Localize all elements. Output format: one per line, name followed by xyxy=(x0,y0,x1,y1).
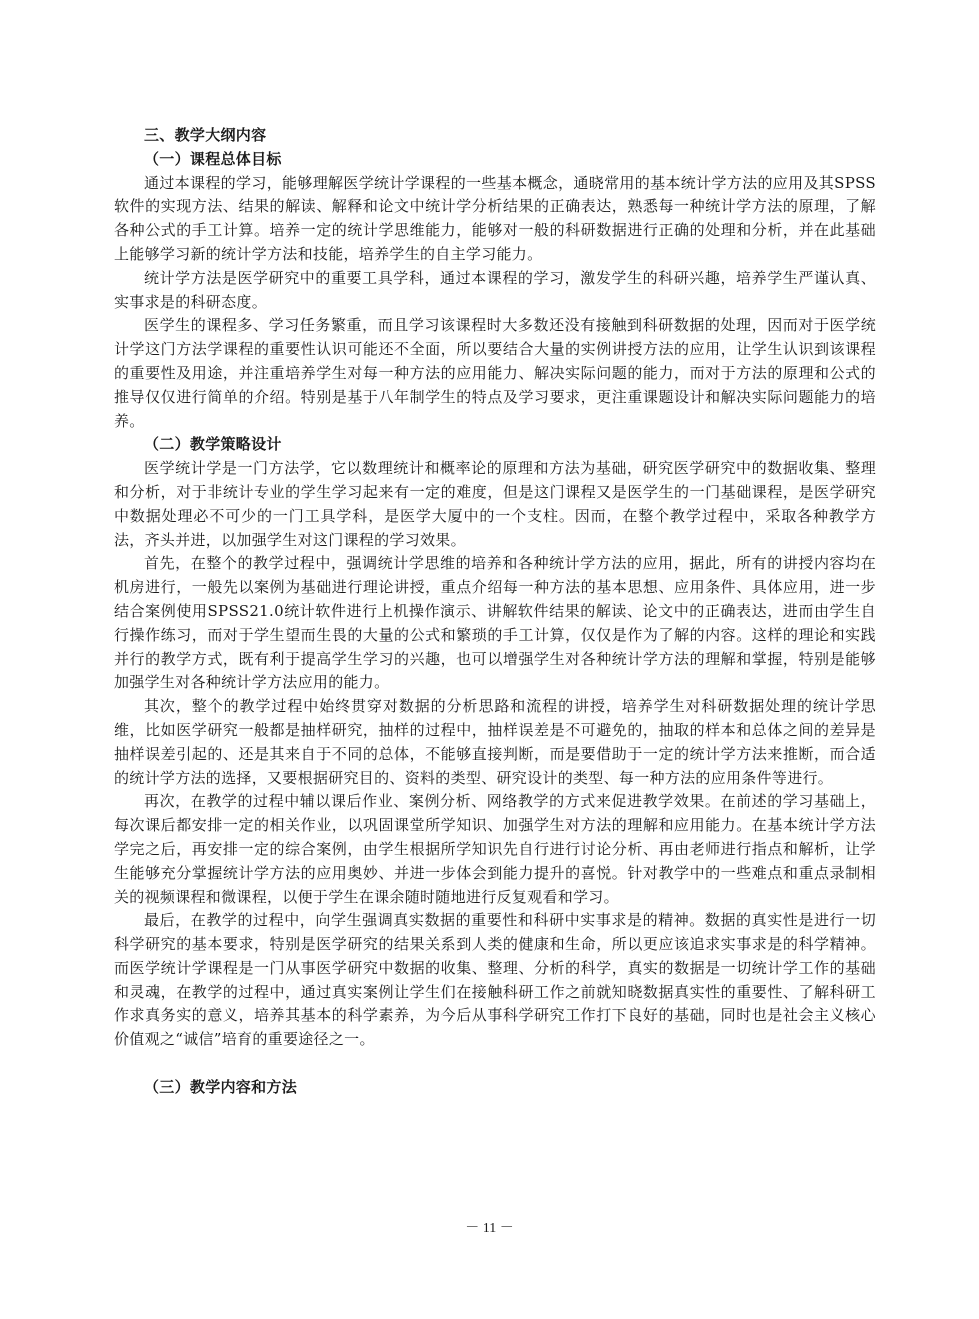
subsection-1-paragraph-1: 通过本课程的学习，能够理解医学统计学课程的一些基本概念，通晓常用的基本统计学方法的应用及其SPSS软件的实现方法、结果的解读、解释和论文中统计学分析结果的正确表达，熟悉每一种统计学方法的原理，了解各种公式的手工计算。培养一定的统计学思维能力，能够对一般的科研数据进行正确的处理和分析，并在此基础上能够学习新的统计学方法和技能，培养学生的自主学习能力。 xyxy=(114,173,876,263)
subsection-1-title: （一）课程总体目标 xyxy=(144,149,282,168)
section-title: 三、教学大纲内容 xyxy=(144,126,267,144)
subsection-2-paragraph-3: 其次，整个的教学过程中始终贯穿对数据的分析思路和流程的讲授，培养学生对科研数据处理的统计学思维，比如医学研究一般都是抽样研究，抽样的过程中，抽样误差是不可避免的，抽取的样本和总体之间的差异是抽样误差引起的、还是其来自于不同的总体，不能够直接判断，而是要借助于一定的统计学方法来推断，而合适的统计学方法的选择，又要根据研究目的、资料的类型、研究设计的类型、每一种方法的应用条件等进行。 xyxy=(114,697,876,787)
page-number: － 11 － xyxy=(465,1221,514,1236)
subsection-2-paragraph-2: 首先，在整个的教学过程中，强调统计学思维的培养和各种统计学方法的应用，据此，所有的讲授内容均在机房进行，一般先以案例为基础进行理论讲授，重点介绍每一种方法的基本思想、应用条件、具体应用，进一步结合案例使用SPSS21.0统计软件进行上机操作演示、讲解软件结果的解读、论文中的正确表达，进而由学生自行操作练习，而对于学生望而生畏的大量的公式和繁琐的手工计算，仅仅是作为了解的内容。这样的理论和实践并行的教学方式，既有利于提高学生学习的兴趣，也可以增强学生对各种统计学方法的理解和掌握，特别是能够加强学生对各种统计学方法应用的能力。 xyxy=(114,554,876,692)
document-body xyxy=(114,124,876,1100)
subsection-2-paragraph-5: 最后，在教学的过程中，向学生强调真实数据的重要性和科研中实事求是的精神。数据的真实性是进行一切科学研究的基本要求，特别是医学研究的结果关系到人类的健康和生命，所以更应该追求实事求是的科学精神。而医学统计学课程是一门从事医学研究中数据的收集、整理、分析的科学，真实的数据是一切统计学工作的基础和灵魂，在教学的过程中，通过真实案例让学生们在接触科研工作之前就知晓数据真实性的重要性、了解科研工作求真务实的意义，培养其基本的科学素养，为今后从事科学研究工作打下良好的基础，同时也是社会主义核心价值观之“诚信”培育的重要途径之一。 xyxy=(114,911,876,1049)
subsection-2-paragraph-4: 再次，在教学的过程中辅以课后作业、案例分析、网络教学的方式来促进教学效果。在前述的学习基础上，每次课后都安排一定的相关作业，以巩固课堂所学知识、加强学生对方法的理解和应用能力。在基本统计学方法学完之后，再安排一定的综合案例，由学生根据所学知识先自行进行讨论分析、再由老师进行指点和解析，让学生能够充分掌握统计学方法的应用奥妙、并进一步体会到能力提升的喜悦。针对教学中的一些难点和重点录制相关的视频课程和微课程，以便于学生在课余随时随地进行反复观看和学习。 xyxy=(114,792,876,906)
subsection-3-title: （三）教学内容和方法 xyxy=(144,1078,298,1097)
subsection-1-paragraph-2: 统计学方法是医学研究中的重要工具学科，通过本课程的学习，激发学生的科研兴趣，培养学生严谨认真、实事求是的科研态度。 xyxy=(114,268,876,311)
subsection-2-paragraph-1: 医学统计学是一门方法学，它以数理统计和概率论的原理和方法为基础，研究医学研究中的数据收集、整理和分析，对于非统计专业的学生学习起来有一定的难度，但是这门课程又是医学生的一门基础课程，是医学研究中数据处理必不可少的一门工具学科，是医学大厦中的一个支柱。因而，在整个教学过程中，采取各种教学方法，齐头并进，以加强学生对这门课程的学习效果。 xyxy=(114,459,876,549)
subsection-2-title: （二）教学策略设计 xyxy=(144,435,282,454)
section-gap xyxy=(114,1052,876,1076)
subsection-1-paragraph-3: 医学生的课程多、学习任务繁重，而且学习该课程时大多数还没有接触到科研数据的处理，因而对于医学统计学这门方法学课程的重要性认识可能还不全面，所以要结合大量的实例讲授方法的应用，让学生认识到该课程的重要性及用途，并注重培养学生对每一种方法的应用能力、解决实际问题的能力，而对于方法的原理和公式的推导仅仅进行简单的介绍。特别是基于八年制学生的特点及学习要求，更注重课题设计和解决实际问题能力的培养。 xyxy=(114,316,876,430)
